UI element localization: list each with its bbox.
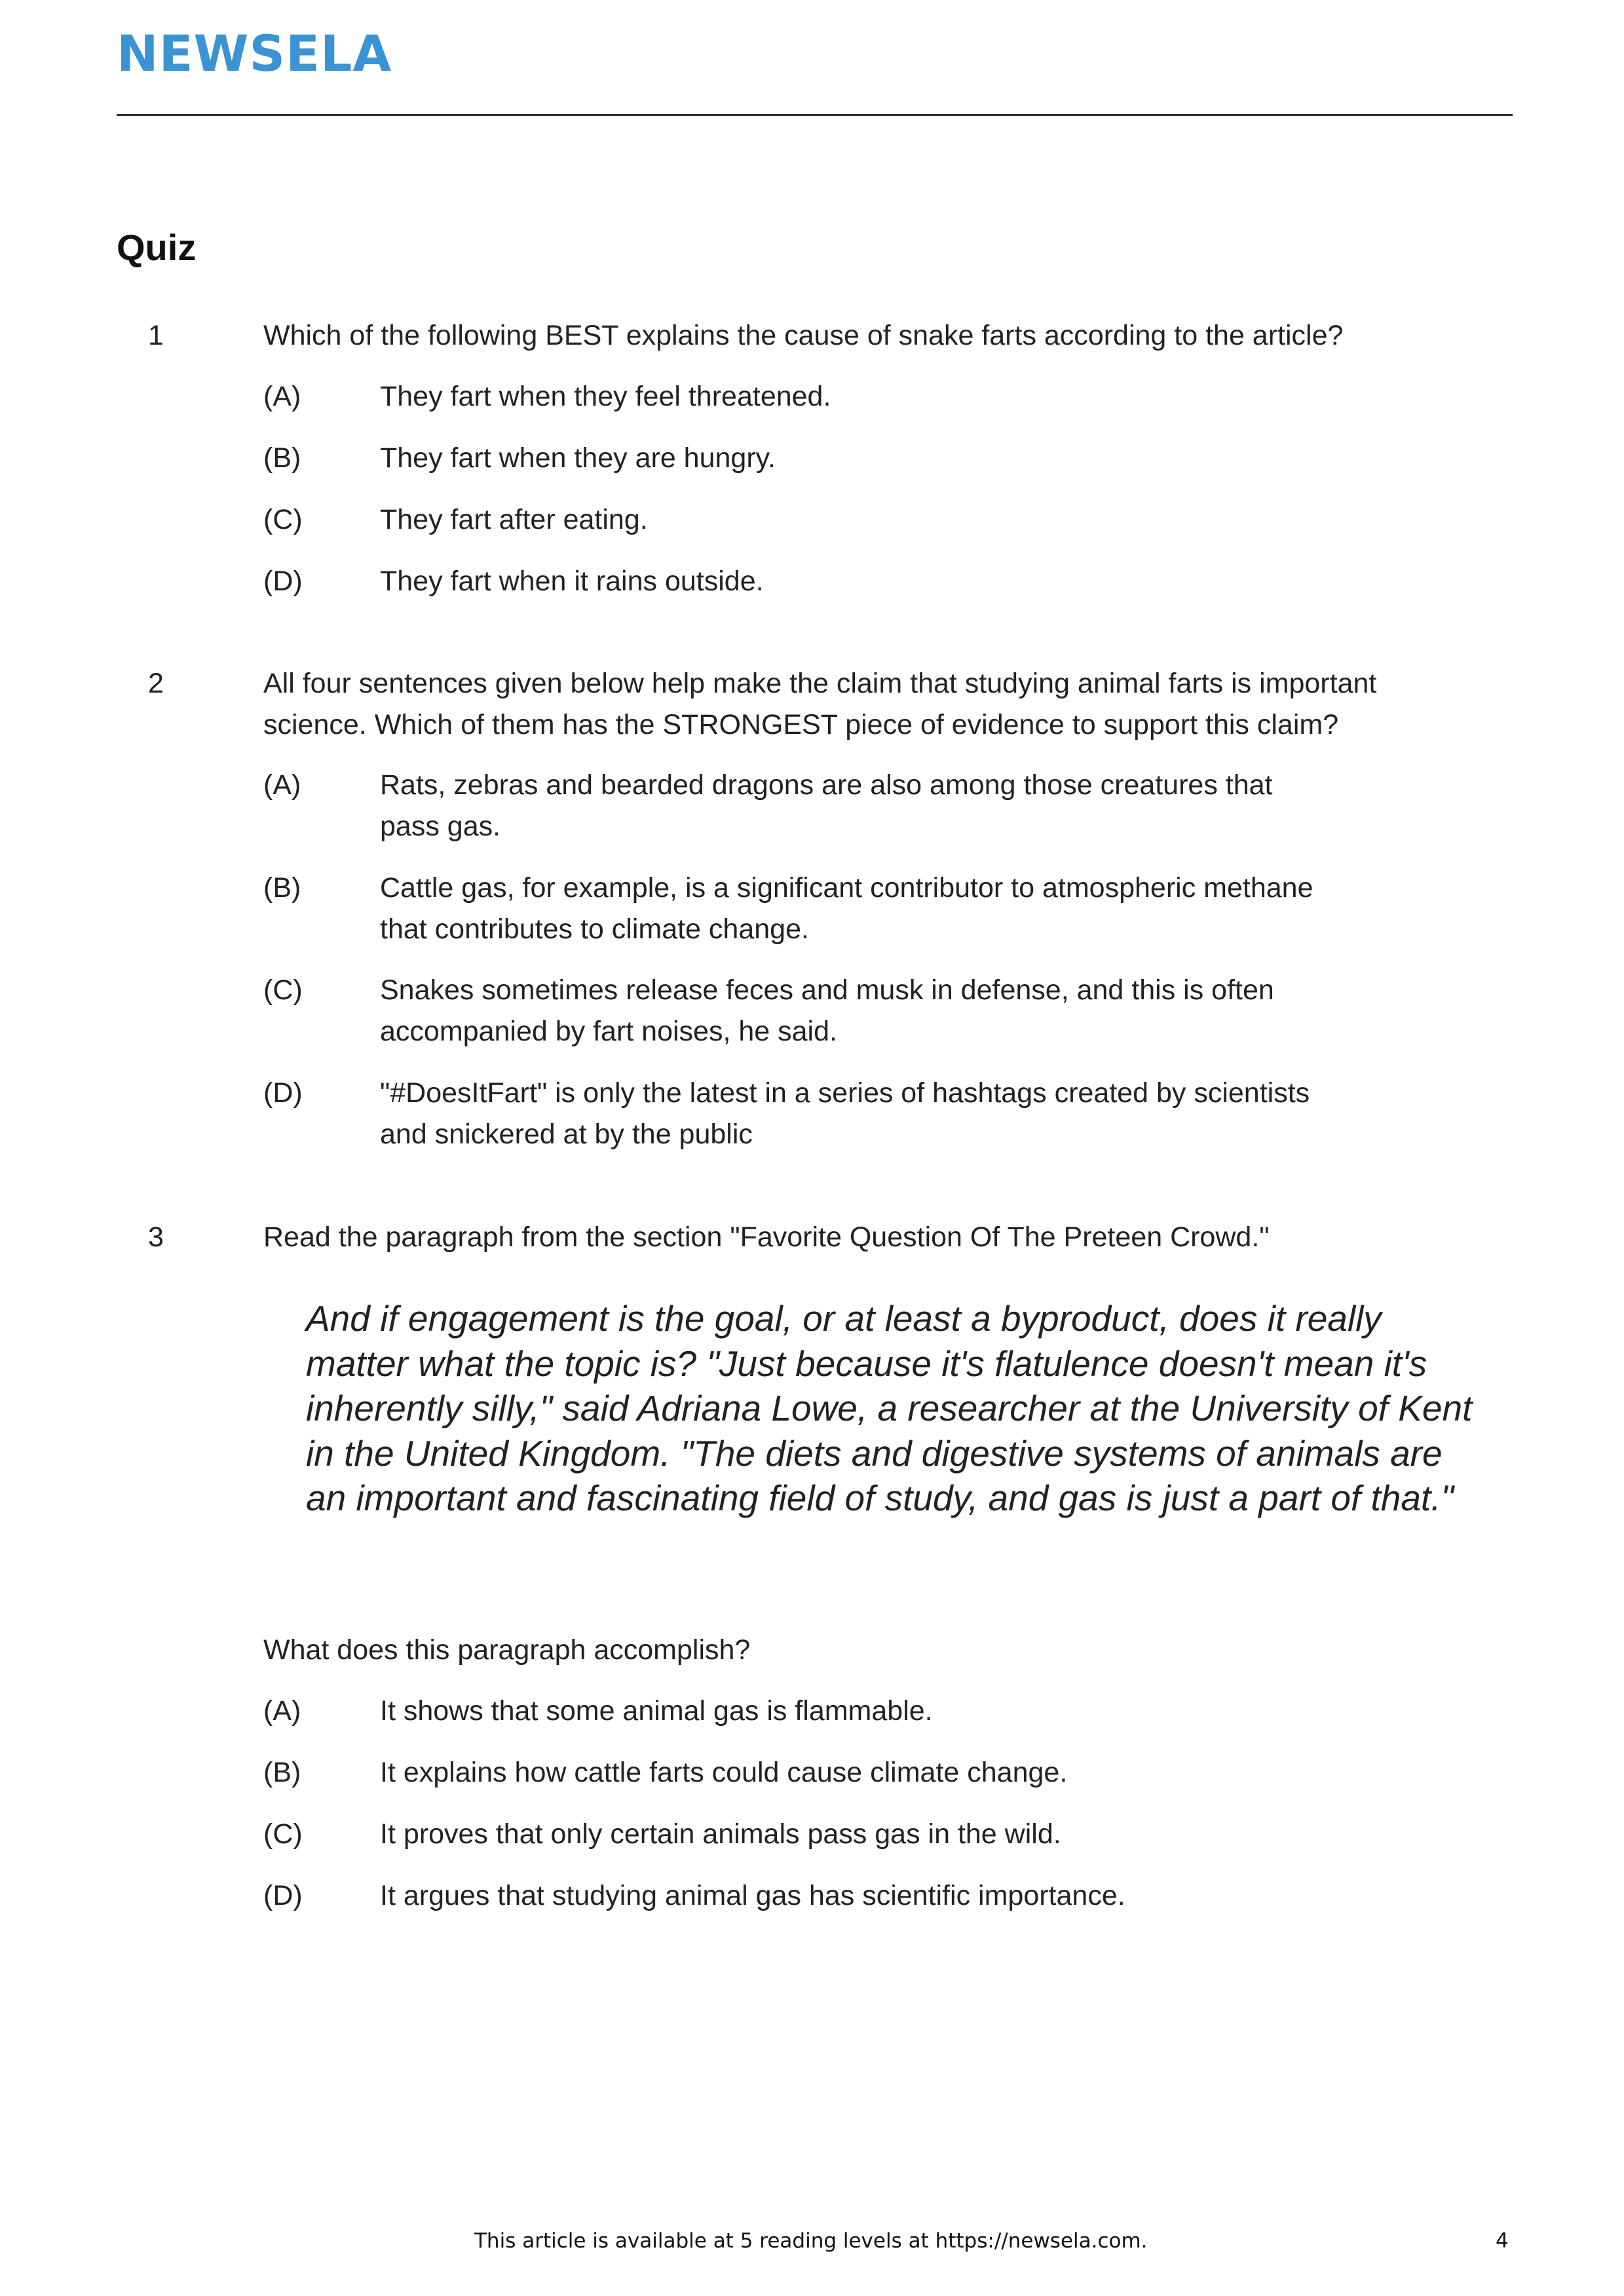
option-letter: (C) (263, 974, 303, 1006)
option-text: It argues that studying animal gas has scientific importance. (380, 1880, 1125, 1911)
question-number: 3 (148, 1221, 164, 1253)
quiz-title: Quiz (117, 227, 197, 268)
option-text: It shows that some animal gas is flammable. (380, 1695, 933, 1727)
option-text: Cattle gas, for example, is a significant contributor to atmospheric methane that contributes to climate change. (380, 872, 1313, 945)
newsela-logo: NEWSELA (117, 24, 392, 83)
option-letter: (C) (263, 1818, 303, 1850)
option-text: Rats, zebras and bearded dragons are also among those creatures that pass gas. (380, 769, 1273, 842)
question-text: Which of the following BEST explains the cause of snake farts according to the article? (263, 320, 1344, 351)
option-text: They fart when it rains outside. (380, 565, 764, 597)
question-number: 1 (148, 320, 164, 351)
option-text: They fart when they feel threatened. (380, 381, 831, 412)
quoted-excerpt: And if engagement is the goal, or at least a byproduct, does it really matter what the topic is? "Just because it's flatulence doesn't mean it's inherently silly," said Adriana Lowe, a researcher at the University of Kent in the United Kingdom. "The diets and digestive systems of animals are an important and fascinating field of study, and gas is just a part of that." (306, 1298, 1473, 1518)
question-prompt: What does this paragraph accomplish? (263, 1634, 751, 1666)
question-number: 2 (148, 668, 164, 699)
option-text: They fart after eating. (380, 504, 648, 535)
option-text: It explains how cattle farts could cause climate change. (380, 1757, 1068, 1788)
option-letter: (A) (263, 381, 301, 412)
option-letter: (D) (263, 1880, 303, 1911)
option-letter: (D) (263, 565, 303, 597)
option-text: "#DoesItFart" is only the latest in a series of hashtags created by scientists and snickered at by the public (380, 1077, 1310, 1150)
header-divider (117, 114, 1513, 116)
option-text: Snakes sometimes release feces and musk in defense, and this is often accompanied by fart noises, he said. (380, 974, 1274, 1047)
page-number: 4 (1496, 2229, 1509, 2253)
option-text: They fart when they are hungry. (380, 442, 776, 474)
question-text: All four sentences given below help make the claim that studying animal farts is important science. Which of them has the STRONGEST piece of evidence to support this claim? (263, 668, 1377, 740)
option-letter: (B) (263, 442, 301, 474)
question-text: Read the paragraph from the section "Favorite Question Of The Preteen Crowd." (263, 1221, 1270, 1253)
option-letter: (C) (263, 504, 303, 535)
option-text: It proves that only certain animals pass gas in the wild. (380, 1818, 1061, 1850)
option-letter: (B) (263, 872, 301, 904)
option-letter: (D) (263, 1077, 303, 1109)
option-letter: (B) (263, 1757, 301, 1788)
option-letter: (A) (263, 1695, 301, 1727)
footer-availability-note: This article is available at 5 reading levels at https://newsela.com. (474, 2229, 1148, 2253)
option-letter: (A) (263, 769, 301, 801)
